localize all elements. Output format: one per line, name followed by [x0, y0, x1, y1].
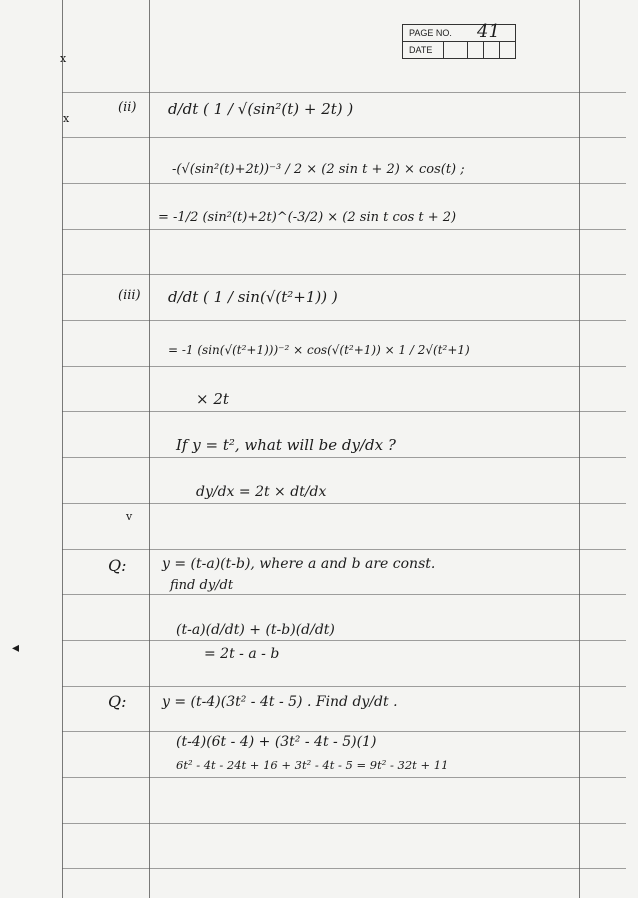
ruled-line — [62, 503, 626, 504]
equation-line: dy/dx = 2t × dt/dx — [196, 484, 327, 500]
second-margin-line — [149, 0, 150, 898]
question-label: Q: — [108, 556, 127, 575]
date-row — [403, 42, 515, 58]
question-text: find dy/dt — [170, 578, 234, 593]
equation-line: = 2t - a - b — [204, 646, 280, 662]
date-box-divider — [443, 42, 444, 58]
ruled-line — [62, 823, 626, 824]
ruled-line — [62, 183, 626, 184]
page-no-value: 41 — [477, 21, 500, 42]
question-text: y = (t-4)(3t² - 4t - 5) . Find dy/dt . — [162, 694, 398, 710]
ruled-line — [62, 686, 626, 687]
ruled-line — [62, 640, 626, 641]
ruled-line — [62, 457, 626, 458]
page-number-row — [403, 21, 515, 42]
equation-line: d/dt ( 1 / sin(√(t²+1)) ) — [168, 288, 338, 306]
ruled-line — [62, 366, 626, 367]
ruled-line — [62, 777, 626, 778]
equation-line: = -1 (sin(√(t²+1)))⁻² × cos(√(t²+1)) × 1 / 2√(t²+1) — [168, 343, 470, 357]
question-label: (ii) — [118, 100, 137, 115]
margin-mark: x — [60, 52, 67, 65]
question-text: If y = t², what will be dy/dx ? — [176, 436, 396, 454]
margin-mark: x — [63, 112, 70, 125]
equation-line: 6t² - 4t - 24t + 16 + 3t² - 4t - 5 = 9t² - 32t + 11 — [176, 758, 449, 772]
question-label: (iii) — [118, 288, 141, 303]
margin-mark: v — [126, 510, 133, 523]
question-text: y = (t-a)(t-b), where a and b are const. — [162, 556, 436, 572]
ruled-line — [62, 320, 626, 321]
ruled-line — [62, 868, 626, 869]
page-stamp — [402, 21, 516, 59]
date-label: DATE — [409, 45, 433, 55]
equation-line: = -1/2 (sin²(t)+2t)^(-3/2) × (2 sin t cos t + 2) — [158, 210, 457, 225]
equation-line: -(√(sin²(t)+2t))⁻³ / 2 × (2 sin t + 2) × cos(t) ; — [172, 162, 465, 177]
page-no-label: PAGE NO. — [409, 28, 452, 38]
equation-line: (t-a)(d/dt) + (t-b)(d/dt) — [176, 622, 335, 638]
margin-dot: ◂ — [12, 640, 20, 656]
question-label: Q: — [108, 692, 127, 711]
equation-line: × 2t — [196, 390, 229, 408]
date-box-divider — [499, 42, 500, 58]
date-box-divider — [483, 42, 484, 58]
equation-line: d/dt ( 1 / √(sin²(t) + 2t) ) — [168, 100, 354, 118]
ruled-line — [62, 137, 626, 138]
date-box-divider — [467, 42, 468, 58]
ruled-line — [62, 594, 626, 595]
ruled-line — [62, 411, 626, 412]
ruled-line — [62, 731, 626, 732]
left-margin-line — [62, 0, 63, 898]
right-margin-line — [579, 0, 580, 898]
ruled-line — [62, 92, 626, 93]
ruled-line — [62, 549, 626, 550]
ruled-line — [62, 229, 626, 230]
ruled-line — [62, 274, 626, 275]
equation-line: (t-4)(6t - 4) + (3t² - 4t - 5)(1) — [176, 734, 377, 750]
